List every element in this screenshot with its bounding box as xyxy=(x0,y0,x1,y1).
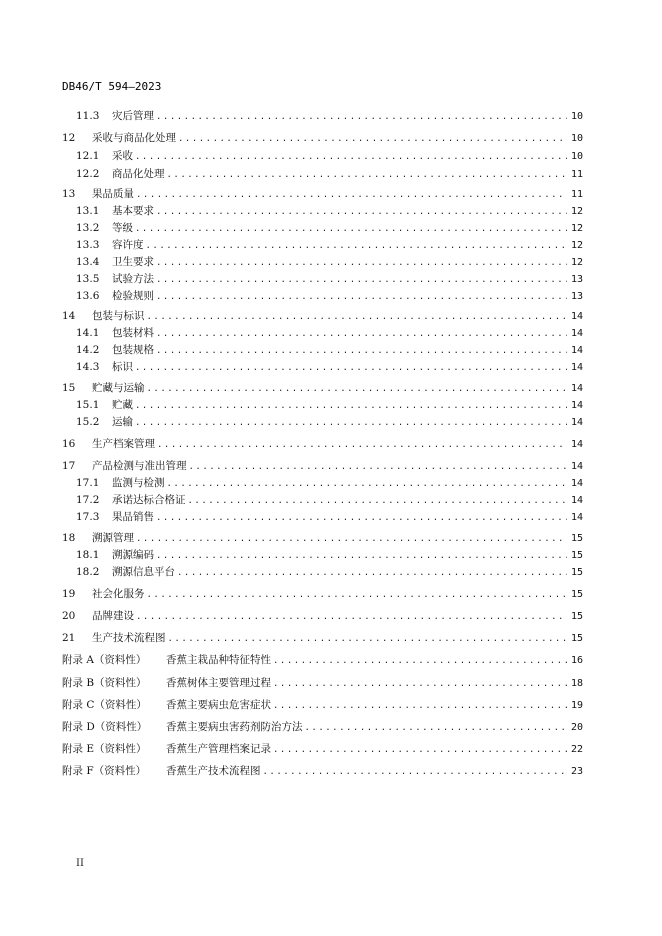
dot-leader xyxy=(156,204,567,220)
toc-entry-title: 采收与商品化处理 xyxy=(92,132,176,144)
toc-entry-number: 15.2 xyxy=(76,416,100,428)
toc-entry[interactable] xyxy=(76,509,583,525)
appendix-page: 19 xyxy=(570,700,583,711)
dot-leader xyxy=(136,187,567,203)
toc-entry-title: 品牌建设 xyxy=(92,610,134,622)
dot-leader xyxy=(156,343,567,359)
toc-entry-number: 18.2 xyxy=(76,566,100,578)
toc-entry[interactable] xyxy=(62,186,583,202)
toc-entry-page: 14 xyxy=(570,345,583,356)
toc-entry-number: 15.1 xyxy=(76,399,100,411)
dot-leader xyxy=(189,459,568,475)
toc-entry[interactable] xyxy=(76,254,583,270)
toc-entry-number: 16 xyxy=(62,438,76,450)
appendix-label: 附录 A（资料性） xyxy=(62,654,147,666)
toc-entry-page: 11 xyxy=(570,189,583,200)
dot-leader xyxy=(136,531,567,547)
toc-entry[interactable] xyxy=(76,564,583,580)
toc-entry[interactable] xyxy=(76,271,583,287)
toc-entry-number: 13.4 xyxy=(76,256,100,268)
toc-entry-number: 18 xyxy=(62,532,76,544)
appendix-page: 18 xyxy=(570,678,583,689)
toc-entry[interactable] xyxy=(62,530,583,546)
toc-entry[interactable] xyxy=(62,380,583,396)
appendix-title: 香蕉主栽品种特征特性 xyxy=(166,654,271,666)
dot-leader xyxy=(273,742,567,758)
appendix-page: 16 xyxy=(570,655,583,666)
toc-entry[interactable] xyxy=(76,166,583,182)
toc-entry-page: 14 xyxy=(570,461,583,472)
dot-leader xyxy=(168,631,568,647)
toc-entry-title: 基本要求 xyxy=(112,205,154,217)
toc-entry[interactable] xyxy=(62,608,583,624)
toc-entry-number: 12.2 xyxy=(76,168,100,180)
dot-leader xyxy=(305,720,568,736)
appendix-label: 附录 D（资料性） xyxy=(62,721,148,733)
toc-entry-number: 17 xyxy=(62,460,76,472)
dot-leader xyxy=(156,289,567,305)
toc-entry-page: 14 xyxy=(570,495,583,506)
dot-leader xyxy=(147,309,568,325)
toc-entry-title: 商品化处理 xyxy=(112,168,165,180)
toc-entry-number: 11.3 xyxy=(76,110,100,122)
toc-entry-number: 20 xyxy=(62,610,76,622)
toc-entry-page: 15 xyxy=(570,589,583,600)
toc-entry-page: 12 xyxy=(570,206,583,217)
toc-entry-number: 15 xyxy=(62,382,76,394)
appendix-title: 香蕉生产管理档案记录 xyxy=(166,743,271,755)
toc-entry-title: 生产档案管理 xyxy=(92,438,155,450)
toc-entry[interactable] xyxy=(62,630,583,646)
toc-entry-page: 14 xyxy=(570,417,583,428)
toc-entry-number: 12 xyxy=(62,132,76,144)
toc-entry-number: 13.1 xyxy=(76,205,100,217)
toc-entry-title: 试验方法 xyxy=(112,273,154,285)
toc-entry-title: 溯源管理 xyxy=(92,532,134,544)
toc-entry-page: 14 xyxy=(570,311,583,322)
toc-entry-page: 10 xyxy=(570,111,583,122)
toc-entry[interactable] xyxy=(76,148,583,164)
toc-entry-number: 21 xyxy=(62,632,76,644)
appendix-label: 附录 C（资料性） xyxy=(62,699,147,711)
toc-entry-title: 运输 xyxy=(112,416,133,428)
toc-entry-title: 灾后管理 xyxy=(112,110,154,122)
toc-entry[interactable] xyxy=(76,203,583,219)
dot-leader xyxy=(156,510,567,526)
dot-leader xyxy=(135,149,567,165)
toc-entry-number: 14.1 xyxy=(76,327,100,339)
appendix-title: 香蕉生产技术流程图 xyxy=(166,765,261,777)
document-id: DB46/T 594—2023 xyxy=(62,80,162,93)
toc-entry-page: 15 xyxy=(570,567,583,578)
appendix-entry[interactable] xyxy=(62,719,583,735)
toc-entry-title: 检验规则 xyxy=(112,290,154,302)
dot-leader xyxy=(188,493,568,509)
toc-entry-page: 11 xyxy=(570,169,583,180)
toc-entry-page: 14 xyxy=(570,478,583,489)
toc-entry-title: 溯源信息平台 xyxy=(112,566,175,578)
toc-entry-page: 10 xyxy=(570,151,583,162)
toc-entry-title: 承诺达标合格证 xyxy=(112,494,186,506)
toc-entry[interactable] xyxy=(76,492,583,508)
toc-entry-number: 14.3 xyxy=(76,361,100,373)
toc-entry-number: 14 xyxy=(62,310,76,322)
toc-entry[interactable] xyxy=(62,308,583,324)
appendix-label: 附录 B（资料性） xyxy=(62,677,147,689)
appendix-entry[interactable] xyxy=(62,697,583,713)
dot-leader xyxy=(135,221,567,237)
dot-leader xyxy=(156,109,567,125)
toc-entry[interactable] xyxy=(76,108,583,124)
toc-entry[interactable] xyxy=(76,237,583,253)
toc-entry[interactable] xyxy=(62,130,583,146)
toc-entry-title: 包装材料 xyxy=(112,327,154,339)
toc-entry-title: 卫生要求 xyxy=(112,256,154,268)
toc-entry-title: 包装规格 xyxy=(112,344,154,356)
toc-entry-title: 溯源编码 xyxy=(112,549,154,561)
toc-entry[interactable] xyxy=(62,586,583,602)
toc-entry[interactable] xyxy=(76,288,583,304)
toc-entry-page: 12 xyxy=(570,223,583,234)
appendix-entry[interactable] xyxy=(62,763,583,779)
toc-entry-page: 12 xyxy=(570,257,583,268)
toc-entry[interactable] xyxy=(76,475,583,491)
toc-entry-title: 等级 xyxy=(112,222,133,234)
appendix-title: 香蕉树体主要管理过程 xyxy=(166,677,271,689)
toc-entry-number: 13.3 xyxy=(76,239,100,251)
toc-entry-number: 17.1 xyxy=(76,477,100,489)
dot-leader xyxy=(156,548,567,564)
toc-entry-title: 贮藏与运输 xyxy=(92,382,145,394)
toc-entry-page: 15 xyxy=(570,550,583,561)
toc-entry-number: 18.1 xyxy=(76,549,100,561)
toc-entry-title: 容许度 xyxy=(112,239,144,251)
dot-leader xyxy=(273,698,567,714)
dot-leader xyxy=(135,360,567,376)
toc-entry-number: 13 xyxy=(62,188,76,200)
toc-entry-title: 社会化服务 xyxy=(92,588,145,600)
toc-entry-title: 果品销售 xyxy=(112,511,154,523)
toc-entry-number: 13.2 xyxy=(76,222,100,234)
toc-entry-page: 15 xyxy=(570,611,583,622)
dot-leader xyxy=(167,476,568,492)
toc-entry-number: 13.6 xyxy=(76,290,100,302)
toc-entry[interactable] xyxy=(62,436,583,452)
toc-entry-page: 12 xyxy=(570,240,583,251)
appendix-entry[interactable] xyxy=(62,741,583,757)
toc-entry-number: 17.2 xyxy=(76,494,100,506)
toc-entry-number: 13.5 xyxy=(76,273,100,285)
dot-leader xyxy=(167,167,568,183)
dot-leader xyxy=(177,565,567,581)
appendix-page: 22 xyxy=(570,744,583,755)
toc-entry-title: 产品检测与准出管理 xyxy=(92,460,187,472)
dot-leader xyxy=(263,764,568,780)
dot-leader xyxy=(156,255,567,271)
toc-entry-page: 14 xyxy=(570,383,583,394)
toc-entry[interactable] xyxy=(76,342,583,358)
toc-entry-page: 14 xyxy=(570,512,583,523)
toc-entry-page: 10 xyxy=(570,133,583,144)
appendix-page: 23 xyxy=(570,766,583,777)
toc-entry-number: 17.3 xyxy=(76,511,100,523)
appendix-title: 香蕉主要病虫危害症状 xyxy=(166,699,271,711)
toc-entry[interactable] xyxy=(76,325,583,341)
toc-entry[interactable] xyxy=(76,220,583,236)
toc-entry-number: 14.2 xyxy=(76,344,100,356)
toc-entry-title: 生产技术流程图 xyxy=(92,632,166,644)
appendix-label: 附录 E（资料性） xyxy=(62,743,147,755)
toc-entry-page: 13 xyxy=(570,291,583,302)
dot-leader xyxy=(273,676,567,692)
dot-leader xyxy=(135,398,567,414)
toc-entry-page: 14 xyxy=(570,362,583,373)
dot-leader xyxy=(156,272,567,288)
dot-leader xyxy=(135,415,567,431)
dot-leader xyxy=(136,609,567,625)
toc-entry-page: 15 xyxy=(570,533,583,544)
toc-entry[interactable] xyxy=(76,397,583,413)
page-number: II xyxy=(76,858,84,869)
appendix-entry[interactable] xyxy=(62,675,583,691)
dot-leader xyxy=(147,587,568,603)
toc-entry[interactable] xyxy=(76,359,583,375)
appendix-page: 20 xyxy=(570,722,583,733)
toc-entry-page: 14 xyxy=(570,400,583,411)
appendix-title: 香蕉主要病虫害药剂防治方法 xyxy=(166,721,303,733)
toc-entry-page: 15 xyxy=(570,633,583,644)
toc-entry-title: 监测与检测 xyxy=(112,477,165,489)
toc-entry-title: 贮藏 xyxy=(112,399,133,411)
toc-entry[interactable] xyxy=(76,547,583,563)
toc-entry-number: 12.1 xyxy=(76,150,100,162)
toc-entry[interactable] xyxy=(76,414,583,430)
toc-entry-title: 包装与标识 xyxy=(92,310,145,322)
appendix-entry[interactable] xyxy=(62,652,583,668)
appendix-label: 附录 F（资料性） xyxy=(62,765,147,777)
dot-leader xyxy=(178,131,567,147)
toc-entry-page: 14 xyxy=(570,439,583,450)
toc-entry-title: 采收 xyxy=(112,150,133,162)
toc-entry-page: 13 xyxy=(570,274,583,285)
dot-leader xyxy=(157,437,567,453)
toc-entry-number: 19 xyxy=(62,588,76,600)
toc-entry[interactable] xyxy=(62,458,583,474)
toc-entry-page: 14 xyxy=(570,328,583,339)
dot-leader xyxy=(147,381,568,397)
dot-leader xyxy=(156,326,567,342)
toc-entry-title: 果品质量 xyxy=(92,188,134,200)
dot-leader xyxy=(273,653,567,669)
dot-leader xyxy=(146,238,568,254)
toc-entry-title: 标识 xyxy=(112,361,133,373)
